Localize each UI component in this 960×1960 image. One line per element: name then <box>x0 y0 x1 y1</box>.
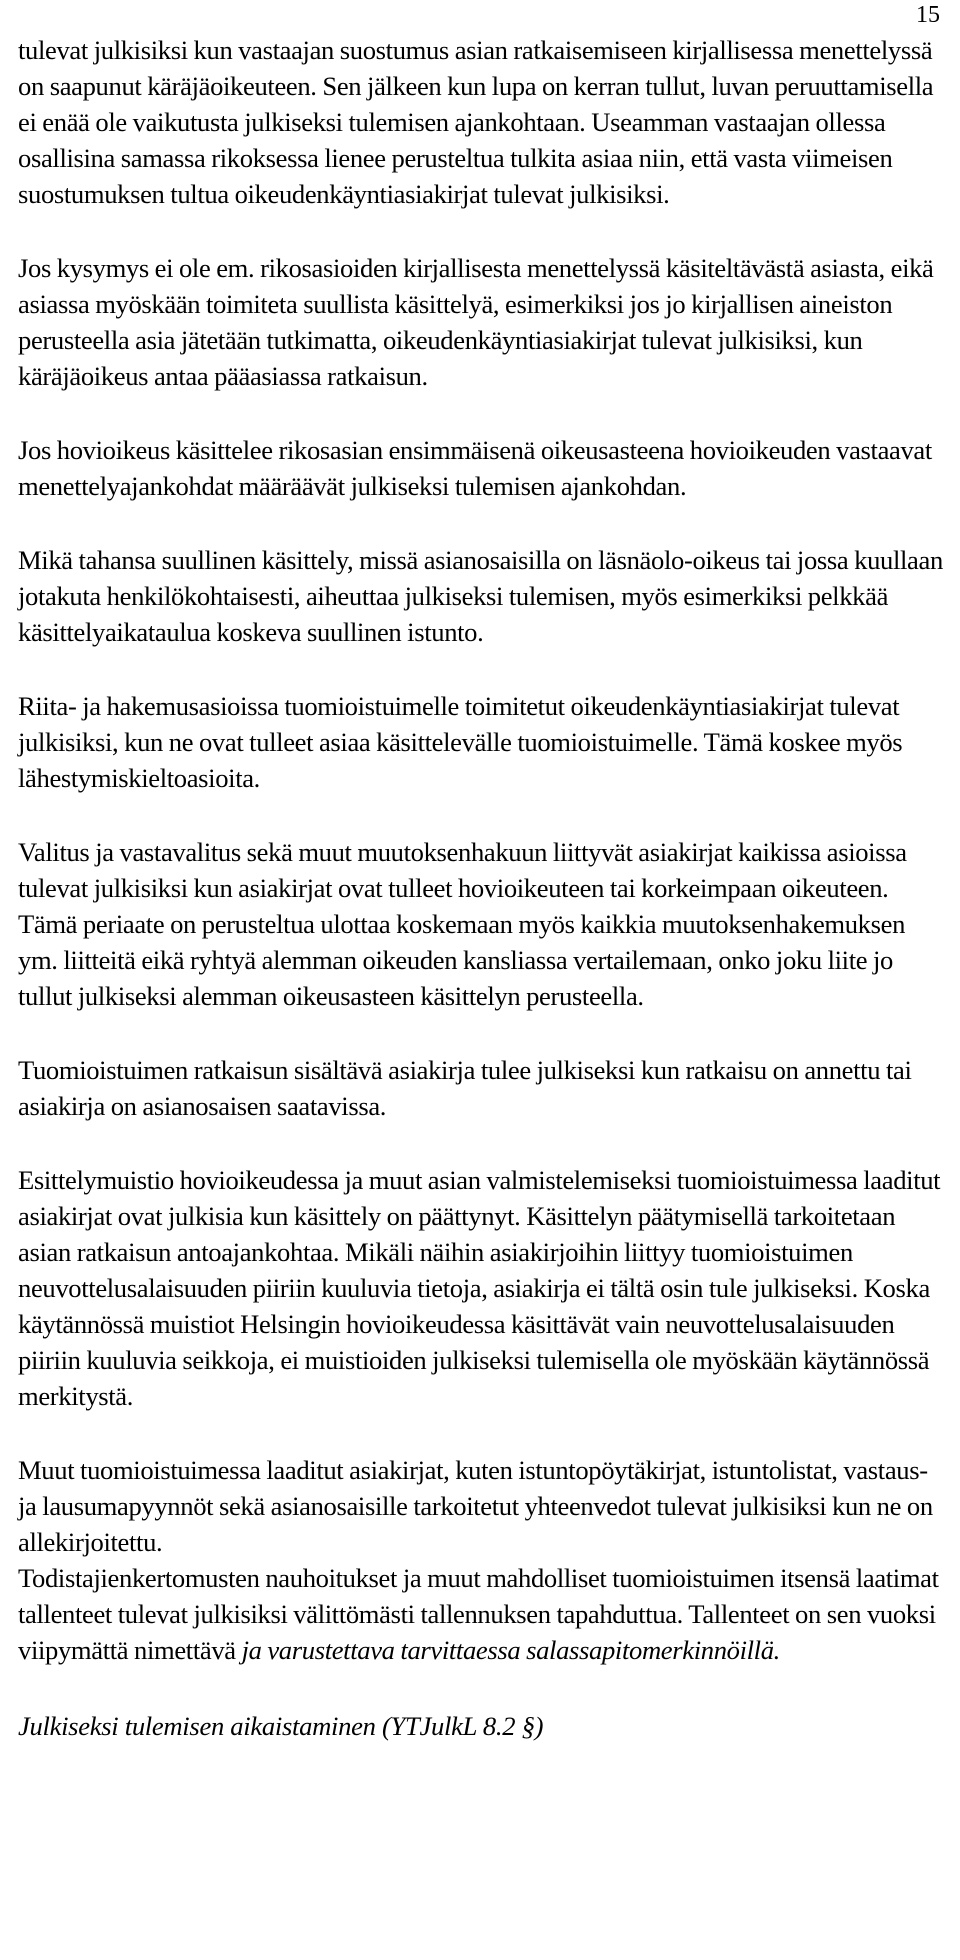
paragraph-civil-matters: Riita- ja hakemusasioissa tuomioistuimelle toimitetut oikeudenkäyntiasiakirjat tulevat julkisiksi, kun ne ovat tulleet asiaa käsittelevälle tuomioistuimelle. Tämä koskee myös lähestymiskieltoasioita. <box>18 691 903 793</box>
recordings-text: Todistajienkertomusten nauhoitukset ja muut mahdolliset tuomioistuimen itsensä laatimat tallenteet tulevat julkisiksi välittömästi tallennuksen tapahduttua. Tallenteet on sen vuoksi viipymättä nimettävä <box>18 1563 939 1665</box>
paragraph-presentation-memo: Esittelymuistio hovioikeudessa ja muut asian valmistelemiseksi tuomioistuimessa laaditut asiakirjat ovat julkisia kun käsittely on päättynyt. Käsittelyn päätymisellä tarkoitetaan asian ratkaisun antoajankohtaa. Mikäli näihin asiakirjoihin liittyy tuomioistuimen neuvottelusalaisuuden piiriin kuuluvia tietoja, asiakirja ei tältä osin tule julkiseksi. Koska käytännössä muistiot Helsingin hovioikeudessa käsittävät vain neuvottelusalaisuuden piiriin kuuluvia seikkoja, ei muistioiden julkiseksi tulemisella ole myöskään käytännössä merkitystä. <box>18 1165 941 1411</box>
paragraph-oral-hearing: Mikä tahansa suullinen käsittely, missä asianosaisilla on läsnäolo-oikeus tai jossa kuullaan jotakuta henkilökohtaisesti, aiheuttaa julkiseksi tulemisen, myös esimerkiksi pelkkää käsittelyaikataulua koskeva suullinen istunto. <box>18 545 943 647</box>
paragraph-court-of-appeal-first-instance: Jos hovioikeus käsittelee rikosasian ensimmäisenä oikeusasteena hovioikeuden vastaavat menettelyajankohdat määräävät julkiseksi tulemisen ajankohdan. <box>18 435 932 501</box>
paragraph-other-court-documents: Muut tuomioistuimessa laaditut asiakirjat, kuten istuntopöytäkirjat, istuntolistat, vastaus- ja lausumapyynnöt sekä asianosaisille tarkoitetut yhteenvedot tulevat julkisiksi kun ne on allekirjoitettu. <box>18 1455 933 1557</box>
paragraph-judgment-document: Tuomioistuimen ratkaisun sisältävä asiakirja tulee julkiseksi kun ratkaisu on annettu tai asiakirja on asianosaisen saatavissa. <box>18 1055 912 1121</box>
section-heading: Julkiseksi tulemisen aikaistaminen (YTJulkL 8.2 §) <box>18 1711 544 1741</box>
paragraph-no-oral-hearing: Jos kysymys ei ole em. rikosasioiden kirjallisesta menettelyssä käsiteltävästä asiasta, eikä asiassa myöskään toimiteta suullista käsittelyä, esimerkiksi jos jo kirjallisen aineiston perusteella asia jätetään tutkimatta, oikeudenkäyntiasiakirjat tulevat julkisiksi, kun käräjäoikeus antaa pääasiassa ratkaisun. <box>18 253 934 391</box>
recordings-italic-text: ja varustettava tarvittaessa salassapitomerkinnöillä. <box>241 1635 780 1665</box>
paragraph-appeals: Valitus ja vastavalitus sekä muut muutoksenhakuun liittyvät asiakirjat kaikissa asioissa tulevat julkisiksi kun asiakirjat ovat tulleet hovioikeuteen tai korkeimpaan oikeuteen. Tämä periaate on perusteltua ulottaa koskemaan myös kaikkia muutoksenhakemuksen ym. liitteitä eikä ryhtyä alemman oikeuden kansliassa vertailemaan, onko joku liite jo tullut julkiseksi alemman oikeusasteen käsittelyn perusteella. <box>18 837 907 1011</box>
page-number: 15 <box>916 2 940 28</box>
document-body <box>18 32 946 1744</box>
paragraph-consent-written-procedure: tulevat julkisiksi kun vastaajan suostumus asian ratkaisemiseen kirjallisessa menettelyssä on saapunut käräjäoikeuteen. Sen jälkeen kun lupa on kerran tullut, luvan peruuttamisella ei enää ole vaikutusta julkiseksi tulemisen ajankohtaan. Useamman vastaajan ollessa osallisina samassa rikoksessa lienee perusteltua tulkita asiaa niin, että vasta viimeisen suostumuksen tultua oikeudenkäyntiasiakirjat tulevat julkisiksi. <box>18 35 934 209</box>
paragraph-recordings <box>18 1560 946 1668</box>
